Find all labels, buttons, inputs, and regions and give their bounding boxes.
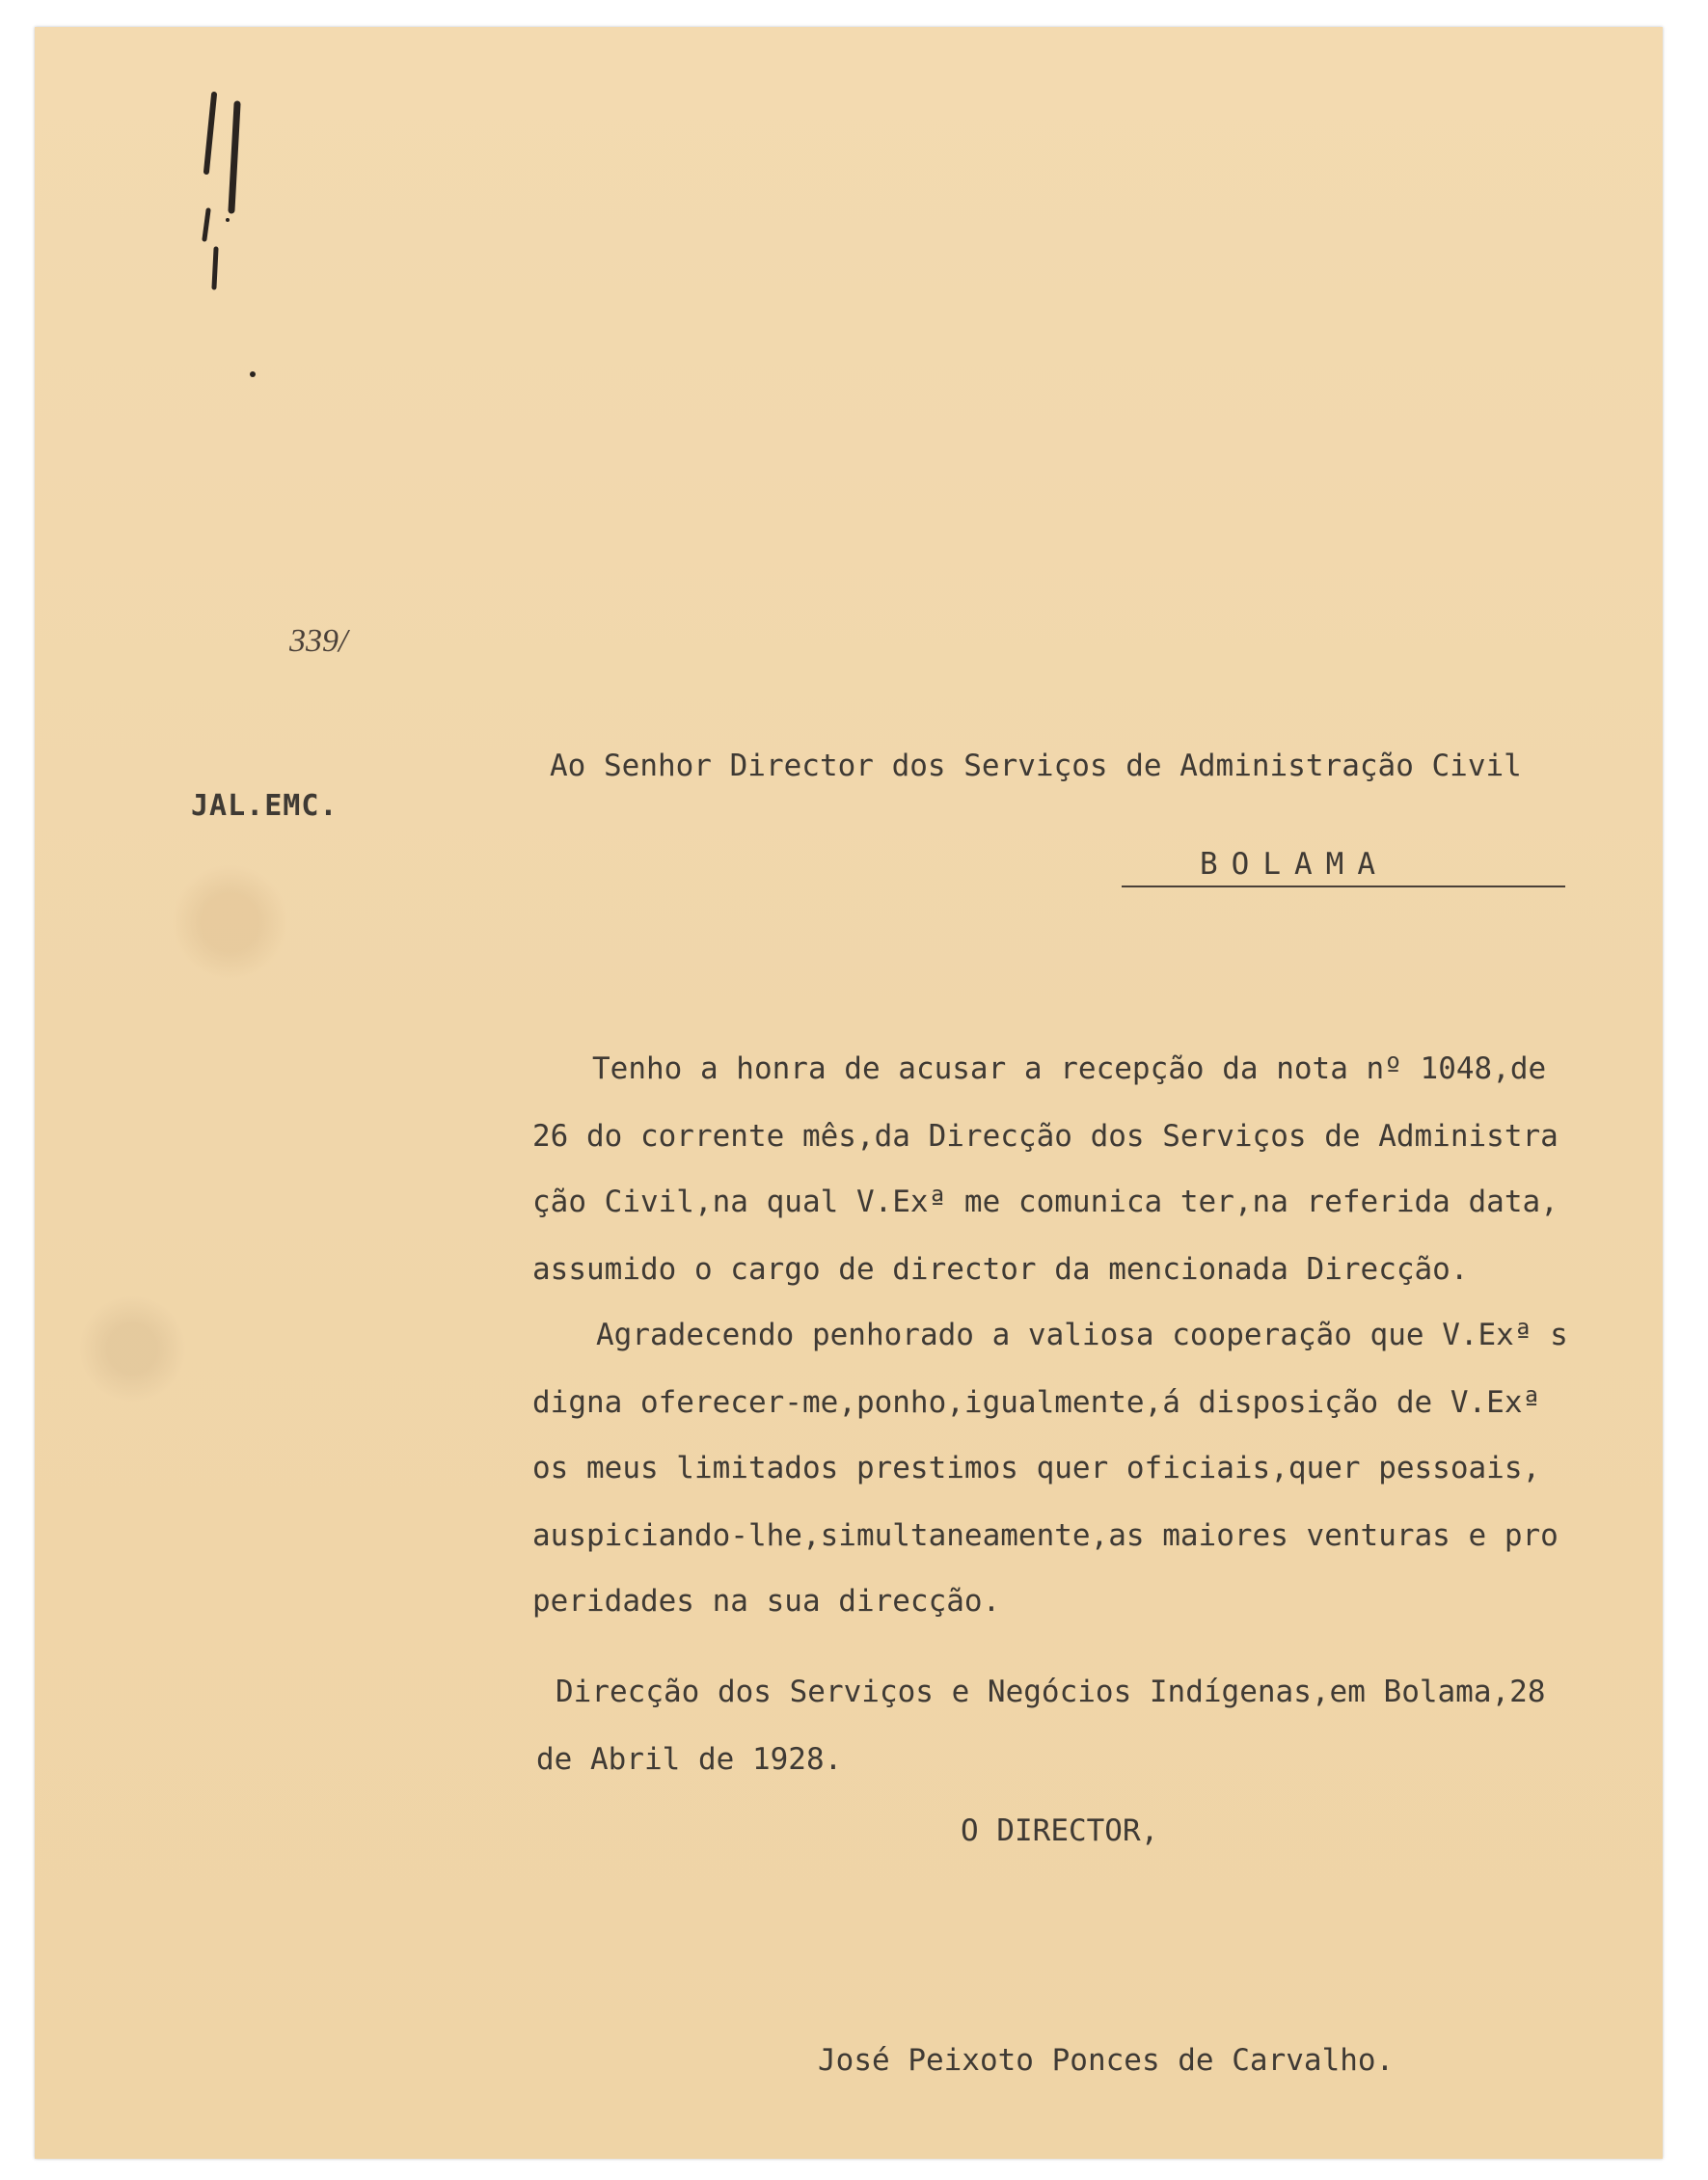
body-line: Tenho a honra de acusar a recepção da nota nº 1048,de: [592, 1051, 1547, 1086]
tally-marks: [170, 56, 285, 403]
body-line: digna oferecer-me,ponho,igualmente,á disposição de V.Exª: [532, 1385, 1541, 1420]
addressee-line: Ao Senhor Director dos Serviços de Administração Civil: [550, 749, 1522, 783]
signatory-name: José Peixoto Ponces de Carvalho.: [818, 2043, 1395, 2078]
body-line: ção Civil,na qual V.Exª me comunica ter,na referida data,: [532, 1185, 1559, 1219]
document-page: [35, 27, 1663, 2159]
body-line: assumido o cargo de director da mencionada Direcção.: [532, 1252, 1469, 1287]
closing-line: de Abril de 1928.: [536, 1742, 843, 1777]
body-line: auspiciando-lhe,simultaneamente,as maiores venturas e pro: [532, 1518, 1559, 1553]
body-line: 26 do corrente mês,da Direcção dos Serviços de Administra: [532, 1119, 1559, 1154]
city-heading: BOLAMA: [1200, 847, 1389, 882]
reference-number: 339/: [289, 623, 348, 659]
body-line: Agradecendo penhorado a valiosa cooperação que V.Exª s: [596, 1318, 1568, 1352]
closing-line: Direcção dos Serviços e Negócios Indígenas,em Bolama,28: [556, 1675, 1546, 1709]
body-line: peridades na sua direcção.: [532, 1584, 1001, 1619]
sender-initials: JAL.EMC.: [191, 789, 339, 823]
body-line: os meus limitados prestimos quer oficiais,quer pessoais,: [532, 1451, 1541, 1485]
city-underline: [1122, 886, 1565, 887]
signoff-title: O DIRECTOR,: [961, 1813, 1159, 1848]
